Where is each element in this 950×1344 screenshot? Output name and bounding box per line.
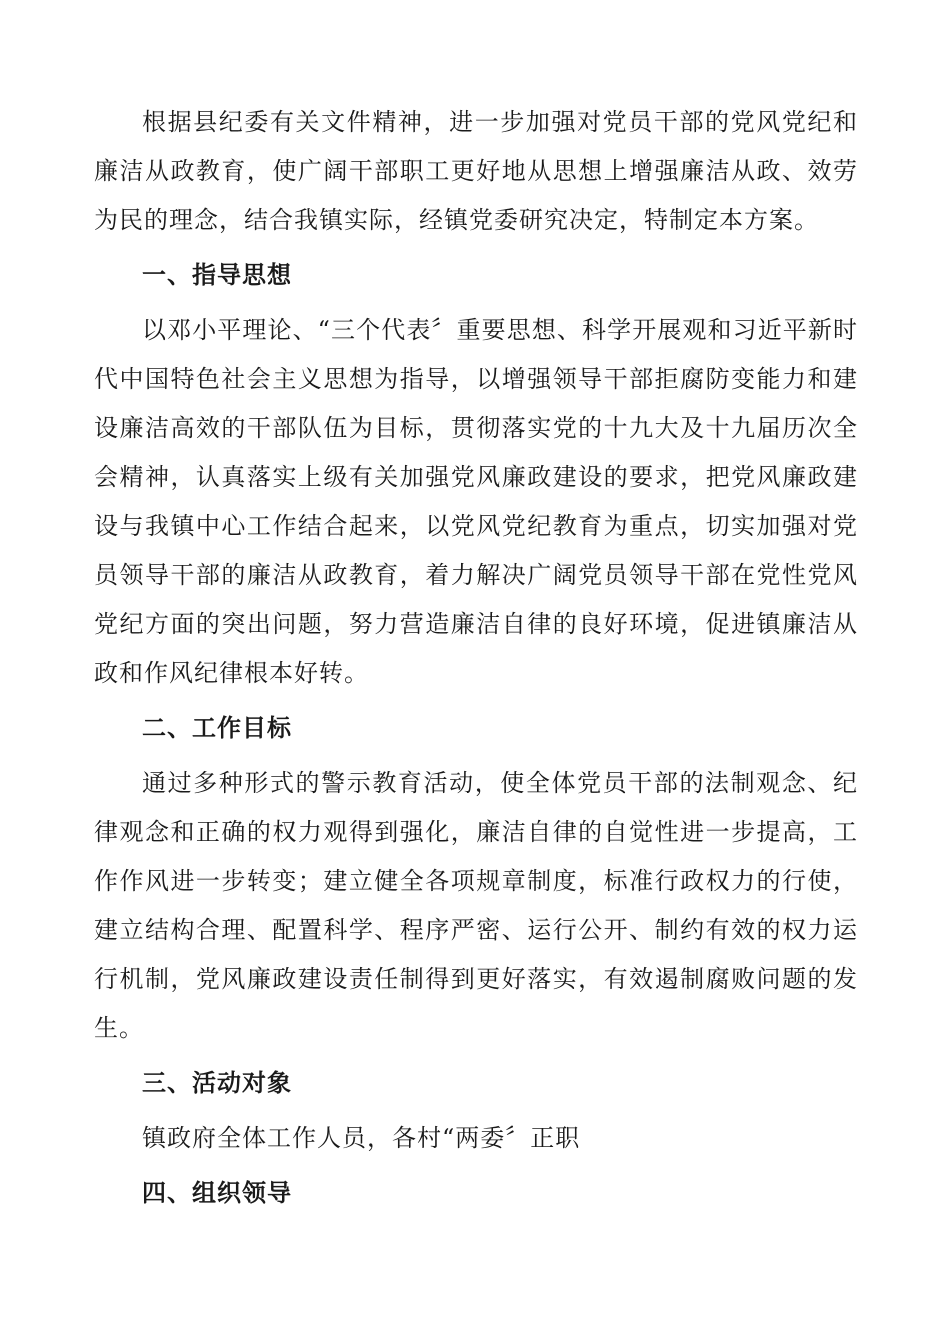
section-heading-guiding-ideology: 一、指导思想 bbox=[142, 261, 292, 289]
section-heading-work-goals: 二、工作目标 bbox=[142, 714, 292, 742]
section-body-activity-targets: 镇政府全体工作人员，各村“两委〞正职 bbox=[142, 1124, 581, 1152]
document-page bbox=[94, 98, 858, 1218]
section-heading-organization-leadership: 四、组织领导 bbox=[142, 1179, 292, 1207]
section-heading-activity-targets: 三、活动对象 bbox=[142, 1069, 292, 1097]
section-body-work-goals: 通过多种形式的警示教育活动，使全体党员干部的法制观念、纪律观念和正确的权力观得到强化，廉洁自律的自觉性进一步提高，工作作风进一步转变；建立健全各项规章制度，标准行政权力的行使，建立结构合理、配置科学、程序严密、运行公开、制约有效的权力运行机制，党风廉政建设责任制得到更好落实，有效遏制腐败问题的发生。 bbox=[94, 769, 858, 1042]
section-body-guiding-ideology: 以邓小平理论、“三个代表〞重要思想、科学开展观和习近平新时代中国特色社会主义思想为指导，以增强领导干部拒腐防变能力和建设廉洁高效的干部队伍为目标，贯彻落实党的十九大及十九届历次全会精神，认真落实上级有关加强党风廉政建设的要求，把党风廉政建设与我镇中心工作结合起来，以党风党纪教育为重点，切实加强对党员领导干部的廉洁从政教育，着力解决广阔党员领导干部在党性党风党纪方面的突出问题，努力营造廉洁自律的良好环境，促进镇廉洁从政和作风纪律根本好转。 bbox=[94, 316, 858, 687]
intro-paragraph: 根据县纪委有关文件精神，进一步加强对党员干部的党风党纪和廉洁从政教育，使广阔干部职工更好地从思想上增强廉洁从政、效劳为民的理念，结合我镇实际，经镇党委研究决定，特制定本方案。 bbox=[94, 108, 858, 234]
